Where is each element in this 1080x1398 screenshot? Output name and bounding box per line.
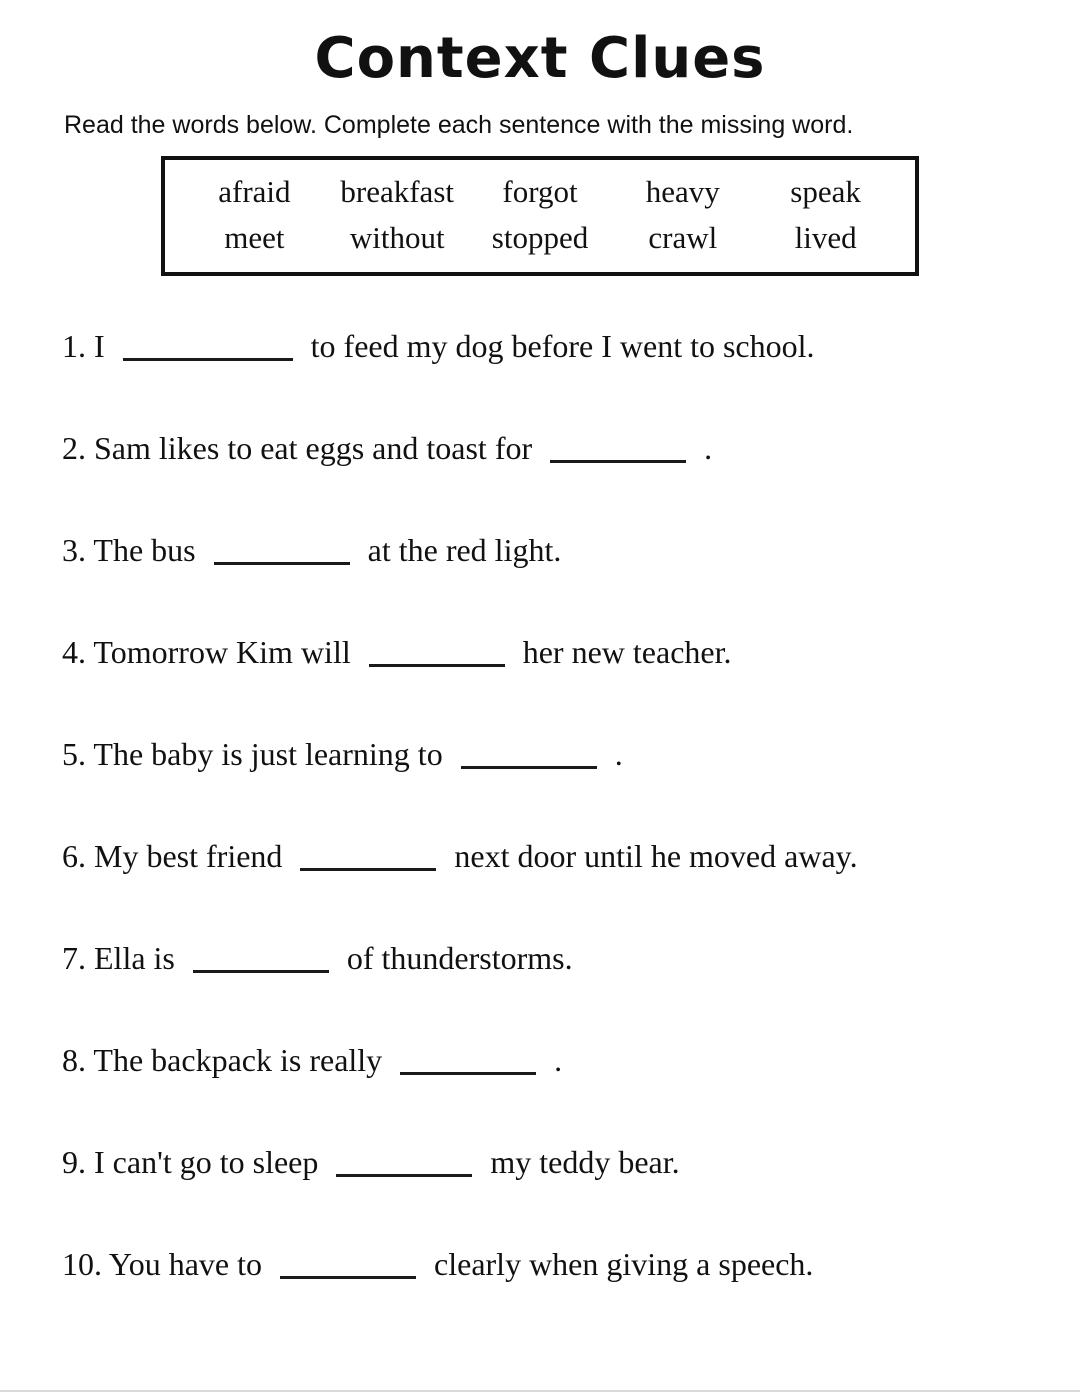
sentence-text-before: My best friend bbox=[94, 838, 283, 874]
sentence-text-before: The bus bbox=[93, 532, 196, 568]
sentence-text-after: clearly when giving a speech. bbox=[434, 1246, 814, 1282]
sentence-item-4 bbox=[62, 632, 1040, 672]
word-bank-grid bbox=[183, 174, 897, 256]
sentence-text-after: at the red light. bbox=[367, 532, 562, 568]
sentence-text-before: Ella is bbox=[94, 940, 175, 976]
instructions-text: Read the words below. Complete each sentence with the missing word. bbox=[64, 111, 854, 139]
answer-blank[interactable] bbox=[369, 638, 505, 667]
word-bank-word: forgot bbox=[502, 174, 578, 209]
worksheet-title: Context Clues bbox=[314, 26, 766, 91]
sentence-text-after: . bbox=[554, 1042, 563, 1078]
sentence-item-7 bbox=[62, 938, 1040, 978]
answer-blank[interactable] bbox=[461, 740, 597, 769]
sentence-number: 4. bbox=[62, 634, 86, 670]
word-bank-word: meet bbox=[224, 220, 285, 255]
sentence-number: 6. bbox=[62, 838, 86, 874]
answer-blank[interactable] bbox=[193, 944, 329, 973]
sentence-text-before: Tomorrow Kim will bbox=[93, 634, 351, 670]
sentence-item-1 bbox=[62, 326, 1040, 366]
sentence-item-3 bbox=[62, 530, 1040, 570]
answer-blank[interactable] bbox=[300, 842, 436, 871]
sentence-text-after: next door until he moved away. bbox=[454, 838, 858, 874]
answer-blank[interactable] bbox=[400, 1046, 536, 1075]
sentence-item-10 bbox=[62, 1244, 1040, 1284]
word-bank-word: crawl bbox=[648, 220, 718, 255]
word-bank-word: breakfast bbox=[340, 174, 454, 209]
word-bank-word: speak bbox=[790, 174, 861, 209]
sentence-number: 5. bbox=[62, 736, 86, 772]
sentence-text-after: of thunderstorms. bbox=[346, 940, 573, 976]
sentence-text-before: You have to bbox=[108, 1246, 263, 1282]
sentence-item-8 bbox=[62, 1040, 1040, 1080]
word-bank bbox=[161, 156, 919, 276]
word-bank-word: lived bbox=[794, 220, 857, 255]
sentence-number: 8. bbox=[62, 1042, 86, 1078]
sentence-number: 9. bbox=[62, 1144, 86, 1180]
sentence-item-6 bbox=[62, 836, 1040, 876]
sentence-number: 2. bbox=[62, 430, 86, 466]
sentence-number: 7. bbox=[62, 940, 86, 976]
sentence-text-before: The backpack is really bbox=[93, 1042, 383, 1078]
sentence-number: 10. bbox=[62, 1246, 102, 1282]
sentence-item-2 bbox=[62, 428, 1040, 468]
sentence-text-after: . bbox=[704, 430, 713, 466]
sentence-text-after: to feed my dog before I went to school. bbox=[310, 328, 815, 364]
answer-blank[interactable] bbox=[280, 1250, 416, 1279]
sentence-text-after: my teddy bear. bbox=[490, 1144, 680, 1180]
word-bank-word: heavy bbox=[645, 174, 720, 209]
answer-blank[interactable] bbox=[336, 1148, 472, 1177]
sentence-number: 3. bbox=[62, 532, 86, 568]
sentence-text-before: I bbox=[94, 328, 105, 364]
sentence-number: 1. bbox=[62, 328, 86, 364]
word-bank-word: stopped bbox=[491, 220, 589, 255]
sentence-text-before: Sam likes to eat eggs and toast for bbox=[94, 430, 533, 466]
sentence-text-before: The baby is just learning to bbox=[93, 736, 443, 772]
answer-blank[interactable] bbox=[550, 434, 686, 463]
word-bank-word: without bbox=[349, 220, 445, 255]
sentence-text-before: I can't go to sleep bbox=[94, 1144, 319, 1180]
page-edge-line bbox=[0, 1390, 1080, 1392]
word-bank-word: afraid bbox=[218, 174, 291, 209]
sentence-text-after: her new teacher. bbox=[522, 634, 732, 670]
answer-blank[interactable] bbox=[123, 332, 293, 361]
sentence-list bbox=[62, 326, 1040, 1284]
sentence-item-5 bbox=[62, 734, 1040, 774]
answer-blank[interactable] bbox=[214, 536, 350, 565]
sentence-text-after: . bbox=[614, 736, 623, 772]
sentence-item-9 bbox=[62, 1142, 1040, 1182]
